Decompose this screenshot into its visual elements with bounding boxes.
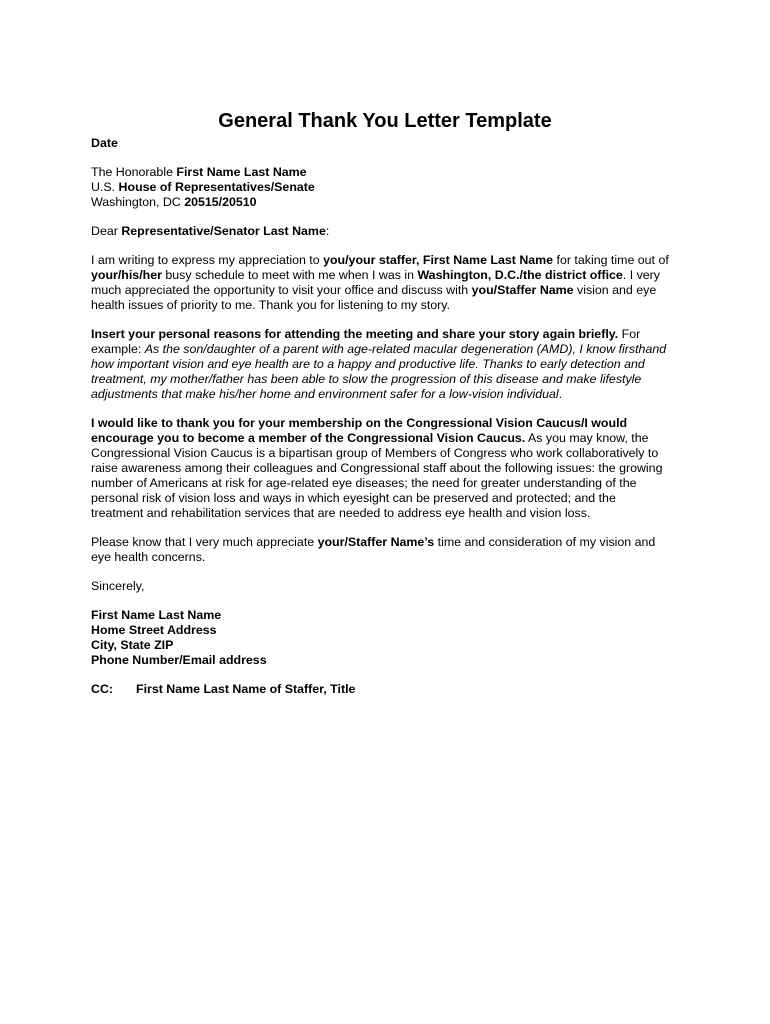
signature-street: Home Street Address bbox=[91, 623, 217, 637]
para3-line-1: I would like to thank you for your membership on the Congressional Vision Caucus/I would bbox=[91, 416, 628, 430]
recipient-address bbox=[91, 165, 691, 210]
address-city: Washington, DC bbox=[91, 195, 185, 209]
para4-line-2: eye health concerns. bbox=[91, 550, 206, 564]
para1-text: for taking time out of bbox=[553, 253, 669, 267]
para1-text: busy schedule to meet with me when I was in bbox=[161, 268, 418, 282]
para2-line-2 bbox=[91, 342, 691, 357]
para1-location: Washington, D.C./the district office bbox=[417, 268, 623, 282]
para3-line-4: raise awareness among their colleagues and Congressional staff about the following issues: the growing bbox=[91, 461, 663, 475]
letter-body bbox=[91, 136, 691, 711]
para3-line-5: number of Americans at risk for age-related eye diseases; the need for greater understanding of the bbox=[91, 476, 637, 490]
para3-line-7: treatment and rehabilitation services that are needed to address eye health and vision loss. bbox=[91, 506, 591, 520]
para2-text: For bbox=[618, 327, 641, 341]
para2-period: . bbox=[558, 387, 563, 401]
document-title: General Thank You Letter Template bbox=[218, 110, 552, 132]
para2-line-4: treatment, my mother/father has been able to slow the progression of this disease and make lifestyle bbox=[91, 372, 642, 386]
para3-text: As you may know, the bbox=[525, 431, 649, 445]
signature-block bbox=[91, 608, 691, 668]
para3-line-6: personal risk of vision loss and ways in which eyesight can be preserved and protected; and the bbox=[91, 491, 616, 505]
para2-line-3: how important vision and eye health are to a happy and productive life. Thanks to early detection and bbox=[91, 357, 645, 371]
paragraph-appreciation bbox=[91, 253, 691, 313]
closing bbox=[91, 579, 691, 594]
salutation-dear: Dear bbox=[91, 224, 122, 238]
cc-row bbox=[91, 682, 691, 697]
recipient-name: First Name Last Name bbox=[176, 165, 307, 179]
address-line-1 bbox=[91, 165, 691, 180]
salutation bbox=[91, 224, 691, 239]
para1-text: . I very bbox=[622, 268, 660, 282]
paragraph-closing-thanks bbox=[91, 535, 691, 565]
address-line-3 bbox=[91, 195, 691, 210]
salutation-line bbox=[91, 224, 691, 239]
signature-contact: Phone Number/Email address bbox=[91, 653, 267, 667]
para1-line-3 bbox=[91, 283, 691, 298]
date-label: Date bbox=[91, 136, 118, 150]
para1-staffer: you/your staffer, First Name Last Name bbox=[323, 253, 554, 267]
para1-line-2 bbox=[91, 268, 691, 283]
para1-text: I am writing to express my appreciation to bbox=[91, 253, 324, 267]
paragraph-caucus bbox=[91, 416, 691, 521]
recipient-zip: 20515/20510 bbox=[184, 195, 257, 209]
para2-instruction: Insert your personal reasons for attending the meeting and share your story again briefly. bbox=[91, 327, 619, 341]
cc-label: CC: bbox=[91, 682, 114, 696]
para3-encourage: encourage you to become a member of the Congressional Vision Caucus. bbox=[91, 431, 526, 445]
para1-line-1 bbox=[91, 253, 691, 268]
address-honorific: The Honorable bbox=[91, 165, 177, 179]
address-country: U.S. bbox=[91, 180, 119, 194]
para1-text: much appreciated the opportunity to visit your office and discuss with bbox=[91, 283, 472, 297]
signature-name: First Name Last Name bbox=[91, 608, 222, 622]
para2-line-1 bbox=[91, 327, 691, 342]
para4-text: time and consideration of my vision and bbox=[434, 535, 656, 549]
para2-example: adjustments that make his/her home and environment safer for a low-vision individual bbox=[91, 387, 559, 401]
para4-line-1 bbox=[91, 535, 691, 550]
para4-staffer: your/Staffer Name’s bbox=[317, 535, 435, 549]
signature-city: City, State ZIP bbox=[91, 638, 174, 652]
closing-sincerely: Sincerely, bbox=[91, 579, 145, 593]
cc-block bbox=[91, 682, 691, 697]
para1-pronoun: your/his/her bbox=[91, 268, 162, 282]
para1-line-4: health issues of priority to me. Thank you for listening to my story. bbox=[91, 298, 451, 312]
para3-line-2 bbox=[91, 431, 691, 446]
para1-text: vision and eye bbox=[573, 283, 657, 297]
para4-text: Please know that I very much appreciate bbox=[91, 535, 318, 549]
para2-line-5 bbox=[91, 387, 691, 402]
para1-staffer-name: you/Staffer Name bbox=[471, 283, 574, 297]
salutation-name: Representative/Senator Last Name bbox=[121, 224, 326, 238]
para2-text: example: bbox=[91, 342, 145, 356]
para3-line-3: Congressional Vision Caucus is a bipartisan group of Members of Congress who work collaboratively to bbox=[91, 446, 659, 460]
date-line bbox=[91, 136, 691, 151]
paragraph-personal-story bbox=[91, 327, 691, 402]
address-line-2 bbox=[91, 180, 691, 195]
cc-value: First Name Last Name of Staffer, Title bbox=[136, 682, 356, 696]
recipient-chamber: House of Representatives/Senate bbox=[118, 180, 315, 194]
para2-example: As the son/daughter of a parent with age-related macular degeneration (AMD), I know firsthand bbox=[144, 342, 667, 356]
salutation-colon: : bbox=[325, 224, 330, 238]
